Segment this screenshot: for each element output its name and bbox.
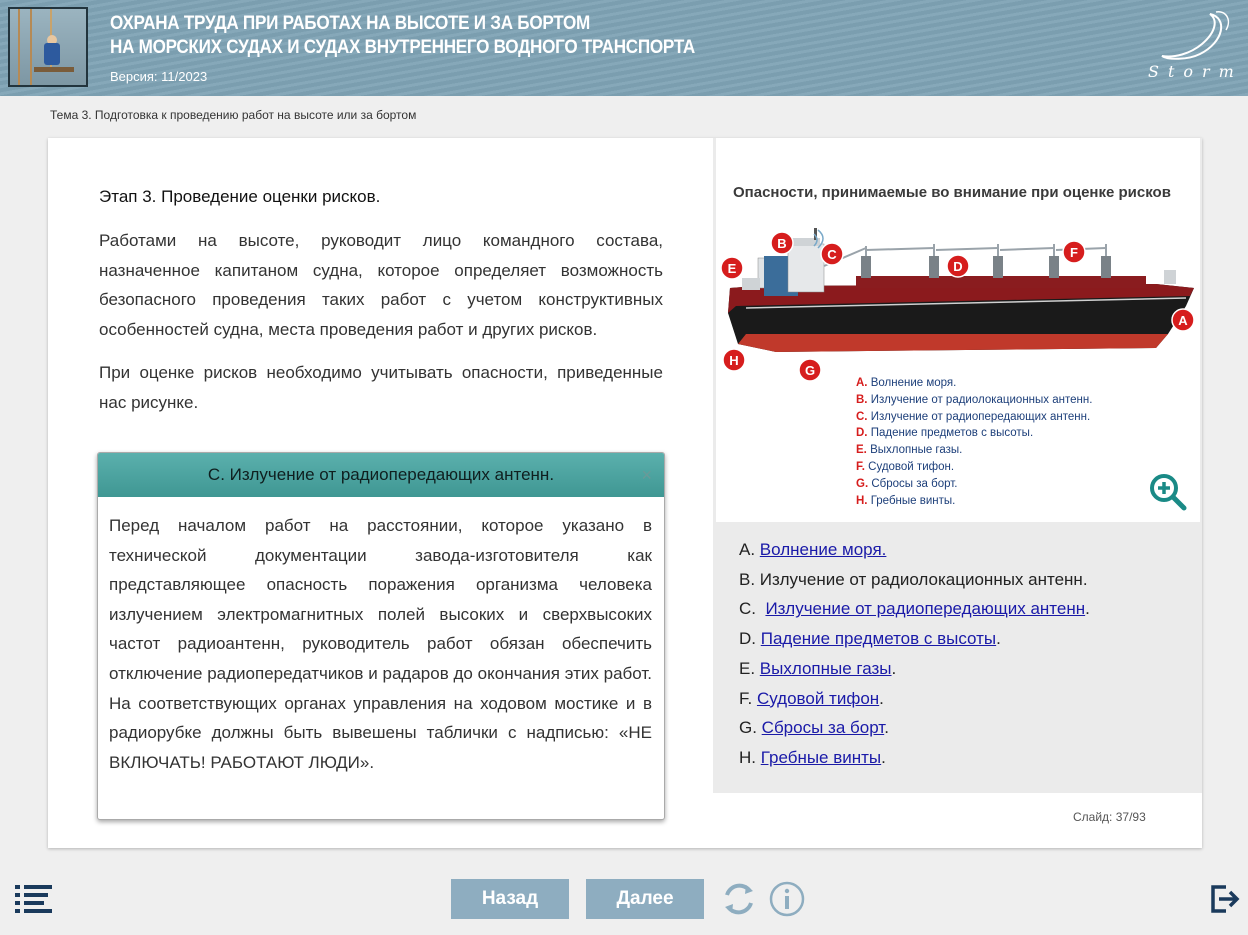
info-icon[interactable] [768, 880, 806, 918]
legend-item: F. Судовой тифон. [856, 460, 955, 473]
version-label: Версия: 11/2023 [110, 69, 208, 84]
hazard-link-e[interactable]: Выхлопные газы [759, 658, 892, 678]
marker-D [947, 255, 969, 277]
next-button[interactable]: Далее [586, 879, 704, 919]
hazard-link-h[interactable]: Гребные винты [760, 747, 882, 767]
picture-title: Опасности, принимаемые во внимание при оценке рисков [733, 184, 1171, 201]
hazard-link-a[interactable]: Волнение моря. [759, 540, 887, 559]
list-item: G. Сбросы за борт. [739, 718, 889, 738]
hazard-link-f[interactable]: Судовой тифон [756, 688, 880, 708]
paragraph-2: При оценке рисков необходимо учитывать опасности, приведенные нас рисунке. [99, 363, 663, 412]
svg-text:H: H [729, 353, 739, 368]
ship-illustration [716, 138, 1200, 383]
back-button[interactable]: Назад [451, 879, 569, 919]
stage-title: Этап 3. Проведение оценки рисков. [99, 187, 381, 206]
list-item: H. Гребные винты. [739, 747, 886, 767]
exit-icon[interactable] [1210, 884, 1240, 914]
list-item: F. Судовой тифон. [739, 688, 884, 708]
hazard-text-b: Излучение от радиолокационных антенн. [759, 569, 1088, 589]
close-icon[interactable]: × [641, 465, 652, 485]
header-banner [0, 0, 1248, 96]
marker-A [1172, 309, 1194, 331]
marker-C [821, 243, 843, 265]
svg-text:E: E [727, 261, 737, 276]
hazard-link-c[interactable]: Излучение от радиопередающих антенн [765, 599, 1086, 619]
marker-H [723, 349, 745, 371]
topic-breadcrumb: Тема 3. Подготовка к проведению работ на высоте или за бортом [50, 108, 417, 122]
storm-logo-text: Storm [1148, 62, 1243, 81]
ship-hazards-picture [716, 138, 1200, 522]
legend-item: G. Сбросы за борт. [856, 477, 958, 490]
marker-B [771, 232, 793, 254]
popup-body: Перед началом работ на расстоянии, которое указано в технической документации завода-изготовителя как представляющее опасность поражения организма человека излучением электромагнитных полей высоких и сверхвысоких частот радиоантенн, руководитель работ обязан обеспечить отключение радиопередатчиков и радаров до окончания этих работ. На соответствующих органах управления на ходовом мостике и в радиорубке должны быть вывешены таблички с надписью: «НЕ ВКЛЮЧАТЬ! РАБОТАЮТ ЛЮДИ». [109, 516, 652, 772]
legend-item: D. Падение предметов с высоты. [856, 427, 1034, 440]
hazard-link-g[interactable]: Сбросы за борт [761, 718, 885, 738]
list-item: E. Выхлопные газы. [739, 658, 897, 678]
slide-counter: Слайд: 37/93 [1073, 810, 1146, 824]
svg-text:D: D [953, 259, 963, 274]
svg-text:A: A [1178, 313, 1188, 328]
reload-icon[interactable] [720, 879, 758, 919]
zoom-in-icon[interactable] [1148, 472, 1188, 512]
legend-item: E. Выхлопные газы. [856, 444, 963, 457]
list-item: D. Падение предметов с высоты. [739, 629, 1001, 649]
svg-text:F: F [1070, 245, 1078, 260]
picture-legend [856, 375, 1092, 509]
hazard-popup [97, 452, 665, 820]
svg-text:B: B [777, 236, 787, 251]
list-item: B. Излучение от радиолокационных антенн. [739, 569, 1088, 589]
legend-item: H. Гребные винты. [856, 494, 956, 507]
paragraph-1: Работами на высоте, руководит лицо командного состава, назначенное капитаном судна, которое определяет возможность безопасного проведения таких работ с учетом конструктивных особенностей судна, места проведения работ и других рисков. [99, 231, 663, 339]
list-item: C. Излучение от радиопередающих антенн. [739, 599, 1090, 619]
legend-item: A. Волнение моря. [856, 377, 957, 389]
svg-text:G: G [804, 363, 816, 378]
legend-item: B. Излучение от радиолокационных антенн. [856, 393, 1093, 406]
marker-E [721, 257, 743, 279]
popup-header [98, 453, 664, 497]
legend-item: C. Излучение от радиопередающих антенн. [856, 410, 1091, 423]
course-title-line1: ОХРАНА ТРУДА ПРИ РАБОТАХ НА ВЫСОТЕ И ЗА БОРТОМ [110, 13, 591, 34]
popup-title: C. Излучение от радиопередающих антенн. [207, 465, 555, 484]
hazard-links-list [739, 535, 1090, 773]
course-title-line2: НА МОРСКИХ СУДАХ И СУДАХ ВНУТРЕННЕГО ВОДНОГО ТРАНСПОРТА [110, 37, 696, 58]
hazard-link-d[interactable]: Падение предметов с высоты [760, 629, 997, 649]
marker-G [799, 359, 821, 381]
marker-F [1063, 241, 1085, 263]
course-thumbnail [8, 7, 88, 87]
list-item: A. Волнение моря. [739, 540, 887, 559]
svg-text:C: C [827, 247, 837, 262]
menu-list-icon[interactable] [15, 883, 53, 913]
